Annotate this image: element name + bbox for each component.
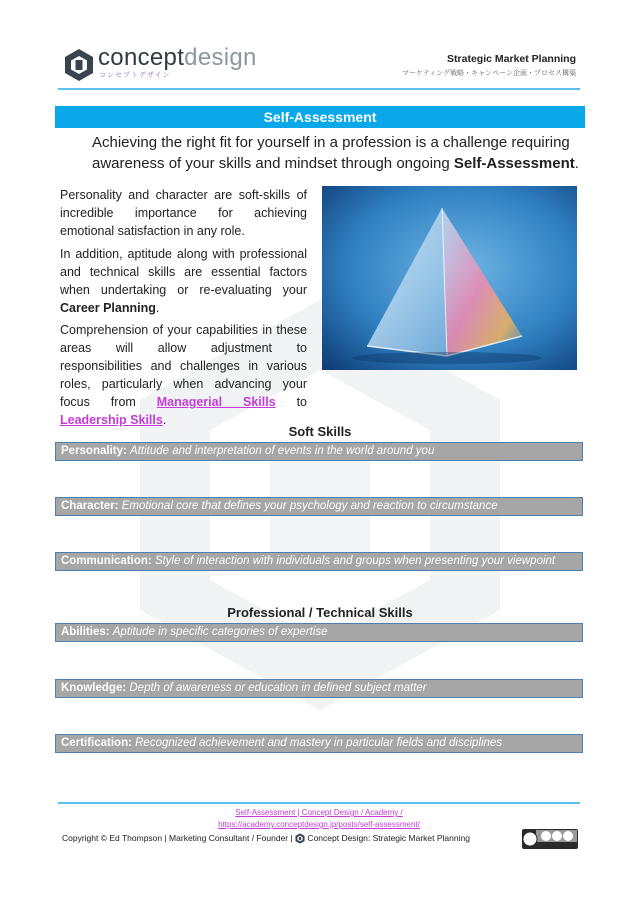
header-subtitle: マーケティング戦略・キャンペーン企画・プロセス構築 [401, 70, 576, 77]
copyright-line: Copyright © Ed Thompson | Marketing Consultant / Founder | Concept Design: Strategic Market Planning [62, 833, 470, 843]
soft-skill-bar: Personality: Attitude and interpretation of events in the world around you [55, 442, 583, 461]
header-divider [58, 88, 580, 90]
career-planning-bold: Career Planning [60, 301, 156, 315]
concept-design-logo-icon [64, 48, 94, 82]
footer-divider [58, 802, 580, 804]
logo-wordmark: conceptdesign [98, 44, 257, 71]
soft-skills-heading: Soft Skills [288, 424, 352, 439]
technical-skills-heading: Professional / Technical Skills [227, 605, 413, 620]
section-title: Self-Assessment [263, 109, 377, 125]
leadership-skills-link[interactable]: Leadership Skills [60, 413, 163, 427]
creative-commons-license-icon[interactable] [522, 829, 578, 849]
technical-skill-bar: Abilities: Aptitude in specific categories of expertise [55, 623, 583, 642]
paragraph-1: Personality and character are soft-skills of incredible importance for achieving emotional satisfaction in any role. [60, 188, 307, 238]
header-title: Strategic Market Planning [447, 53, 576, 65]
soft-skill-bar: Communication: Style of interaction with individuals and groups when presenting your viewpoint [55, 552, 583, 571]
paragraph-3: Comprehension of your capabilities in these areas will allow adjustment to responsibilities and challenges in various roles, particularly when advancing your focus from Managerial Skills to Leadership Skills. [60, 323, 308, 427]
soft-skill-bar: Character: Emotional core that defines your psychology and reaction to circumstance [55, 497, 583, 516]
concept-design-small-logo-icon [295, 833, 305, 844]
prism-image [322, 186, 577, 370]
technical-skill-bar: Certification: Recognized achievement and mastery in particular fields and disciplines [55, 734, 583, 753]
footer-page-link[interactable]: Self-Assessment | Concept Design / Academy / [235, 808, 403, 817]
logo-subtitle: コンセプトデザイン [99, 72, 171, 79]
technical-skill-bar: Knowledge: Depth of awareness or education in defined subject matter [55, 679, 583, 698]
managerial-skills-link[interactable]: Managerial Skills [156, 395, 276, 409]
intro-bold: Self-Assessment [453, 155, 575, 172]
intro-text: Achieving the right fit for yourself in a profession is a challenge requiring awareness of your skills and mindset through ongoing Self-Assessment. [92, 134, 579, 172]
paragraph-2: In addition, aptitude along with professional and technical skills are essential factors when undertaking or re-evaluating your Career Planning. [60, 247, 307, 315]
footer-url-link[interactable]: https://academy.conceptdesign.jp/posts/self-assessment/ [218, 820, 420, 829]
